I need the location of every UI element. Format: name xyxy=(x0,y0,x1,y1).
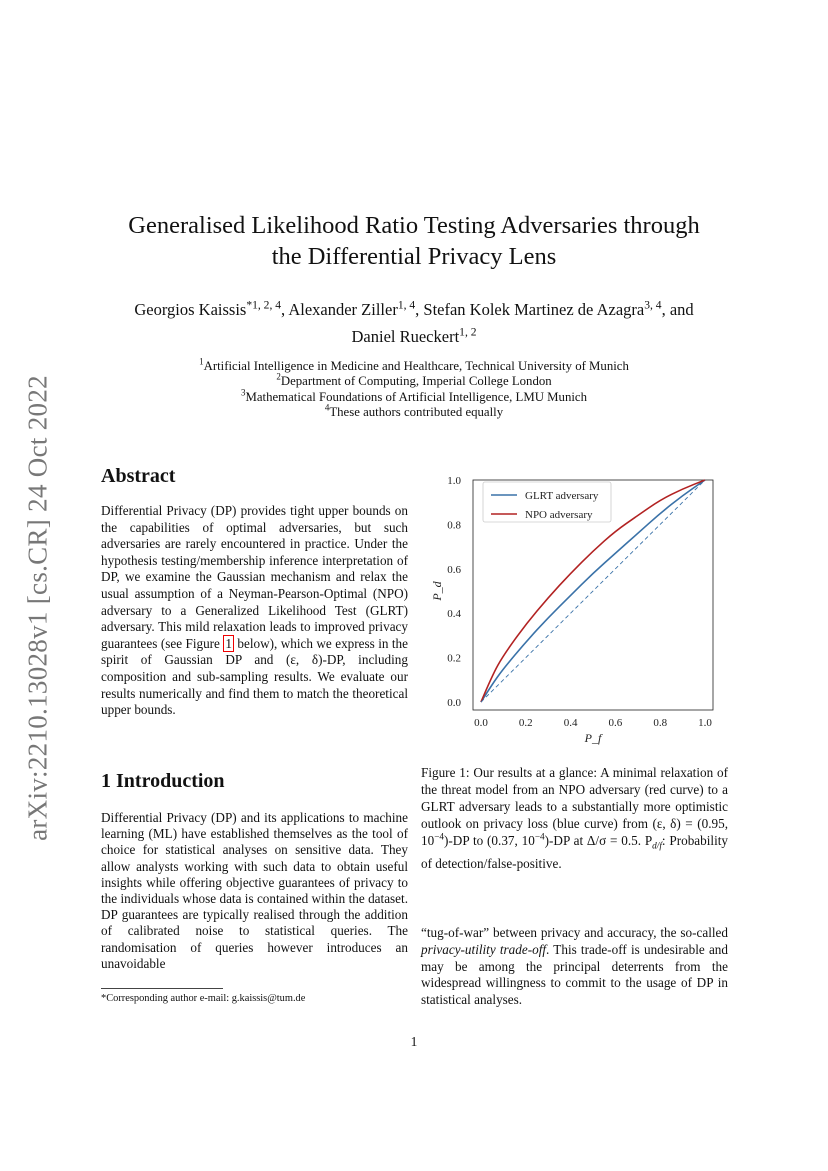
author-sup: 1, 4 xyxy=(397,299,416,312)
x-tick-label: 1.0 xyxy=(698,717,712,729)
title-line-2: the Differential Privacy Lens xyxy=(271,243,557,270)
intro-continued-text: “tug-of-war” between privacy and accuracy, the so-called privacy-utility trade-off. This trade-off is undesirable and may be among the principal deterrents from the widespread willingness to commit to the usage of DP in statistical analyses. xyxy=(421,925,728,1008)
y-tick-label: 0.4 xyxy=(447,608,461,621)
author-sup: 3, 4 xyxy=(644,299,662,312)
affiliation: $^1$Artificial Intelligence in Medicine and Healthcare, Technical University of Munich xyxy=(199,356,629,373)
paper-title xyxy=(80,210,748,272)
affiliation: $^2$Department of Computing, Imperial College London xyxy=(276,372,552,389)
y-tick-label: 0.0 xyxy=(447,697,461,709)
x-tick-label: 0.6 xyxy=(608,717,623,729)
page-number: 1 xyxy=(410,1034,418,1049)
author-list xyxy=(80,296,748,350)
y-tick-label: 1.0 xyxy=(447,475,461,487)
affiliations xyxy=(80,356,748,421)
legend-label: GLRT adversary xyxy=(525,490,599,502)
x-tick-label: 0.0 xyxy=(474,717,488,729)
abstract-text: Differential Privacy (DP) provides tight upper bounds on the capabilities of optimal adversaries, but such adversaries are rarely encountered in practice. Under the hypothesis testing/membership inference interpretation of DP, we examine the Gaussian mechanism and relax the usual assumption of a Neyman-Pearson-Optimal (NPO) adversary to a Generalized Likelihood Test (GLRT) adversary. This mild relaxation leads to improved privacy guarantees (see Figure 1 below), which we express in the spirit of Gaussian DP and (ε, δ)-DP, including composition and sub-sampling results. We evaluate our results numerically and find them to match the theoretical upper bounds. xyxy=(101,503,408,718)
y-axis-label: P_d xyxy=(430,581,444,601)
intro-heading: 1 Introduction xyxy=(101,770,225,792)
x-axis-label: P_f xyxy=(584,731,602,745)
y-tick-label: 0.6 xyxy=(447,563,461,576)
y-tick-label: 0.2 xyxy=(447,652,461,665)
arxiv-stamp: arXiv:2210.13028v1 [cs.CR] 24 Oct 2022 xyxy=(22,375,53,841)
legend-label: NPO adversary xyxy=(525,509,593,521)
affiliation: $^4$These authors contributed equally xyxy=(324,402,504,420)
author-name: Daniel Rueckert xyxy=(351,327,460,346)
author-sup: 1, 2 xyxy=(459,326,477,339)
figure-1-chart xyxy=(425,470,745,755)
author-name: , Stefan Kolek Martinez de Azagra xyxy=(415,300,645,319)
author-and: , and xyxy=(661,300,694,319)
figure-caption: Figure 1: Our results at a glance: A minimal relaxation of the threat model from an NPO adversary (red curve) to a GLRT adversary leads to a substantially more optimistic outlook on privacy loss (blue curve) from (ε, δ) = (0.95, $10^{-4})-DP$ to (0.37, $10^{-4})-DP$ at Δ/σ = 0.5. $P_{d/f}$: Probability of detection/false-positive. xyxy=(421,765,728,871)
intro-text: Differential Privacy (DP) and its applications to machine learning (ML) have established themselves as the tool of choice for statistical analyses on sensitive data. They allow analysts working with such data to obtain useful insights while offering objective guarantees of privacy to the individuals whose data is contained within the dataset. DP guarantees are typically realised through the addition of calibrated noise to statistical queries. The randomisation of queries however introduces an unavoidable xyxy=(101,810,408,971)
author-name: Georgios Kaissis xyxy=(134,300,247,319)
author-sup: *1, 2, 4 xyxy=(246,299,281,312)
x-tick-label: 0.2 xyxy=(518,717,533,729)
footnote: *Corresponding author e-mail: g.kaissis@tum.de xyxy=(101,993,306,1004)
title-line-1: Generalised Likelihood Ratio Testing Adversaries through xyxy=(128,212,700,239)
author-name: , Alexander Ziller xyxy=(280,300,398,319)
affiliation: $^3$Mathematical Foundations of Artificial Intelligence, LMU Munich xyxy=(240,387,587,404)
footnote-rule xyxy=(101,988,223,989)
figure-link[interactable]: 1 xyxy=(225,635,232,651)
x-tick-label: 0.8 xyxy=(653,717,668,729)
x-tick-label: 0.4 xyxy=(563,717,578,729)
abstract-heading: Abstract xyxy=(101,465,176,487)
y-tick-label: 0.8 xyxy=(447,519,461,532)
